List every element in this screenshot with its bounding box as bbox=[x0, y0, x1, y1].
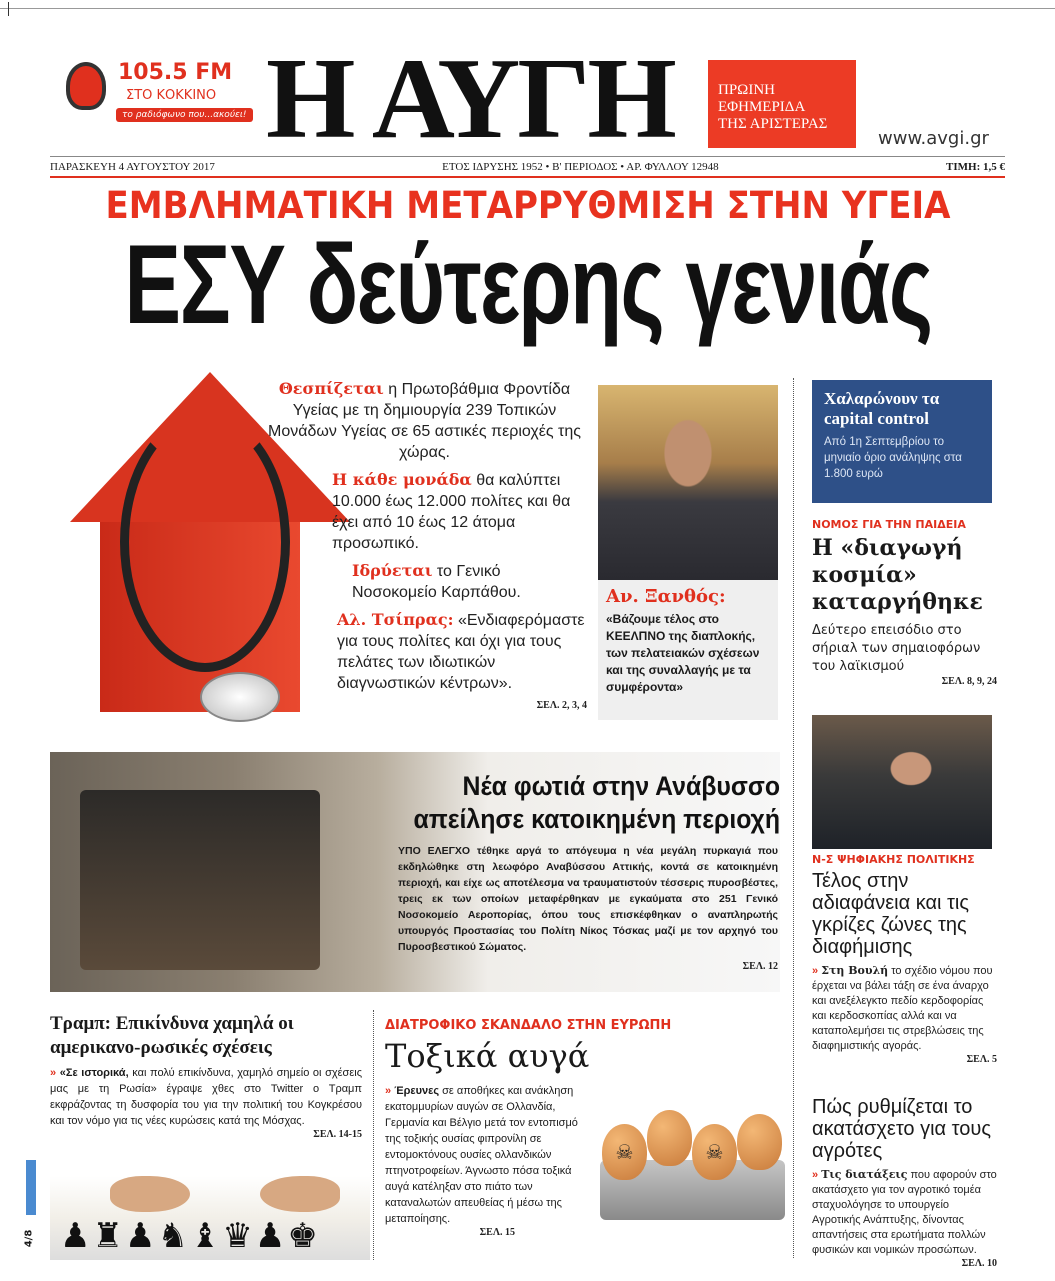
lead-para: η Πρωτοβάθμια Φροντίδα Υγείας με τη δημιουργία 239 Τοπικών Μονάδων Υγείας σε 65 αστικές περιοχές της χώρας. bbox=[268, 381, 581, 461]
chess-pieces-icon: ♟♜♟♞♝♛♟♚ bbox=[60, 1216, 320, 1256]
masthead-tagline bbox=[708, 60, 856, 148]
digital-bold: Στη Βουλή bbox=[821, 964, 889, 977]
eggs-tag: ΔΙΑΤΡΟΦΙΚΟ ΣΚΑΝΔΑΛΟ ΣΤΗΝ ΕΥΡΩΠΗ bbox=[385, 1018, 672, 1033]
lead-bold: Ιδρύεται bbox=[352, 561, 433, 580]
tagline-line: ΤΗΣ ΑΡΙΣΤΕΡΑΣ bbox=[718, 116, 828, 132]
hand-image bbox=[260, 1176, 340, 1212]
education-article[interactable] bbox=[812, 518, 997, 687]
farmers-title: Πώς ρυθμίζεται το ακατάσχετο για τους αγρότες bbox=[812, 1096, 991, 1162]
education-text: Δεύτερο επεισόδιο στο σήριαλ των σημαιοφόρων του λαϊκισμού bbox=[812, 623, 981, 674]
trump-text: και πολύ επικίνδυνα, χαμηλό σημείο οι σχέσεις μας με τη Ρωσία» έγραψε χθες στο Twitter ο Τραμπ εκφράζοντας τη δυσφορία του για την πολιτική του Κογκρέσου και τον νόμο για τις νέες κυρώσεις κατά της Μόσχας. bbox=[50, 1067, 362, 1127]
trump-bold: «Σε ιστορικά, bbox=[59, 1067, 129, 1079]
trump-article[interactable] bbox=[50, 1012, 362, 1140]
burnt-truck-image bbox=[80, 790, 320, 970]
page-ref: ΣΕΛ. 2, 3, 4 bbox=[536, 700, 587, 711]
lead-para: το Γενικό Νοσοκομείο Καρπάθου. bbox=[352, 563, 521, 601]
fire-headline[interactable] bbox=[380, 770, 780, 836]
lead-bold: Η κάθε μονάδα bbox=[332, 470, 472, 489]
issue-date: ΠΑΡΑΣΚΕΥΗ 4 ΑΥΓΟΥΣΤΟΥ 2017 bbox=[50, 161, 215, 173]
radio-frequency: 105.5 FM bbox=[118, 60, 233, 85]
skull-icon: ☠ bbox=[602, 1124, 647, 1180]
masthead-title: Η ΑΥΓΗ bbox=[266, 35, 674, 162]
pappas-photo bbox=[812, 715, 992, 849]
chevron-right-icon: » bbox=[812, 965, 819, 977]
capital-text: Από 1η Σεπτεμβρίου το μηνιαίο όριο ανάληψης στα 1.800 ευρώ bbox=[824, 436, 962, 480]
tagline-line: ΠΡΩΙΝΗ bbox=[718, 82, 775, 98]
fire-text: ΥΠΟ ΕΛΕΓΧΟ τέθηκε αργά το απόγευμα η νέα μεγάλη πυρκαγιά που εκδηλώθηκε στη λεωφόρο Αναβύσσου Αττικής, κοντά σε κατοικημένη περιοχή, και είχε ως αποτέλεσμα να τραυματιστούν τέσσερις πυροσβέστες, τρεις εκ των οποίων μεταφέρθηκαν με εγκαύματα στο 251 Γενικό Νοσοκομείο Αεροπορίας, όπου τους επισκέφθηκαν ο αναπληρωτής υπουργός Προστασίας του Πολίτη Νίκος Τόσκας μαζί με τον αρχηγό του Πυροσβεστικού Σώματος. bbox=[398, 845, 778, 953]
capital-title: Χαλαρώνουν τα capital control bbox=[824, 389, 940, 428]
egg bbox=[647, 1110, 692, 1166]
digital-article[interactable] bbox=[812, 853, 997, 1065]
page-ref: ΣΕΛ. 12 bbox=[742, 961, 778, 972]
skull-icon: ☠ bbox=[692, 1124, 737, 1180]
lead-para: θα καλύπτει 10.000 έως 12.000 πολίτες και θα έχει από 10 έως 12 άτομα προσωπικό. bbox=[332, 472, 571, 552]
fire-title-line: απείλησε κατοικημένη περιοχή bbox=[413, 804, 780, 834]
lead-bold: Θεσπίζεται bbox=[278, 379, 384, 398]
xanthos-photo bbox=[598, 385, 778, 580]
eggs-text: σε αποθήκες και ανάκληση εκατομμυρίων αυγών σε Ολλανδία, Γερμανία και Βέλγιο μετά τον εντοπισμό της τοξικής ουσίας φιπρονίλη σε εντομοκτόνους ουσίες ολλανδικών πτηνοτροφείων. Άγνωστο πόσα τοξικά αυγά κατέληξαν στο πιάτο των καταναλωτών απευθείας ή μέσω της μεταποίησης. bbox=[385, 1085, 578, 1225]
farmers-article[interactable] bbox=[812, 1092, 997, 1269]
page-ref: ΣΕΛ. 10 bbox=[961, 1258, 997, 1269]
page-ref: ΣΕΛ. 8, 9, 24 bbox=[941, 676, 997, 687]
radio-slogan: το ραδιόφωνο που...ακούει! bbox=[116, 108, 253, 122]
tagline-line: ΕΦΗΜΕΡΙΔΑ bbox=[718, 99, 806, 115]
lead-text bbox=[262, 378, 587, 711]
trump-title: Τραμπ: Επικίνδυνα χαμηλά οι αμερικανο-ρωσικές σχέσεις bbox=[50, 1013, 294, 1058]
column-divider bbox=[373, 1010, 374, 1260]
capital-control-box[interactable] bbox=[812, 380, 992, 503]
xanthos-quote bbox=[598, 580, 778, 720]
digital-tag: Ν-Σ ΨΗΦΙΑΚΗΣ ΠΟΛΙΤΙΚΗΣ bbox=[812, 853, 975, 866]
lead-bold: Αλ. Τσίπρας: bbox=[337, 610, 454, 629]
page-ref: ΣΕΛ. 15 bbox=[479, 1227, 515, 1238]
chess-image bbox=[50, 1176, 370, 1260]
issue-price: ΤΙΜΗ: 1,5 € bbox=[946, 161, 1005, 173]
chevron-right-icon: » bbox=[812, 1169, 819, 1181]
egg bbox=[737, 1114, 782, 1170]
toxic-eggs-image bbox=[600, 1110, 785, 1220]
lead-kicker: ΕΜΒΛΗΜΑΤΙΚΗ ΜΕΤΑΡΡΥΘΜΙΣΗ ΣΤΗΝ ΥΓΕΙΑ bbox=[105, 184, 950, 227]
education-tag: ΝΟΜΟΣ ΓΙΑ ΤΗΝ ΠΑΙΔΕΙΑ bbox=[812, 518, 966, 531]
crop-mark bbox=[8, 2, 20, 16]
website-link[interactable]: www.avgi.gr bbox=[878, 128, 989, 149]
page-marker: 4/8 bbox=[23, 1229, 35, 1248]
dateline bbox=[50, 156, 1005, 173]
eggs-bold: Έρευνες bbox=[394, 1085, 440, 1097]
radio-ad[interactable] bbox=[62, 58, 247, 132]
chevron-right-icon: » bbox=[50, 1067, 57, 1079]
education-title: Η «διαγωγή κοσμία» καταργήθηκε bbox=[812, 535, 983, 615]
lightbulb-icon bbox=[66, 62, 106, 110]
farmers-text: που αφορούν στο ακατάσχετο για τον αγροτικό τομέα σταχυολόγησε το υπουργείο Αγροτικής Ανάπτυξης, δίνοντας απαντήσεις στα ερωτήματα πολλών φυσικών και νομικών προσώπων. bbox=[812, 1169, 997, 1256]
eggs-title: Τοξικά αυγά bbox=[385, 1037, 590, 1075]
digital-title: Τέλος στην αδιαφάνεια και τις γκρίζες ζώνες της διαφήμισης bbox=[812, 870, 970, 958]
quote-text: «Βάζουμε τέλος στο ΚΕΕΛΠΝΟ της διαπλοκής, των πελατειακών σχέσεων και της συναλλαγής με τα συμφέροντα» bbox=[606, 612, 760, 694]
page-ref: ΣΕΛ. 14-15 bbox=[313, 1129, 362, 1140]
fire-title-line: Νέα φωτιά στην Ανάβυσσο bbox=[462, 771, 780, 801]
chevron-right-icon: » bbox=[385, 1085, 392, 1097]
column-divider bbox=[793, 378, 794, 1258]
fire-article bbox=[398, 843, 778, 972]
divider bbox=[50, 176, 1005, 178]
crop-line bbox=[0, 8, 1055, 9]
digital-text: το σχέδιο νόμου που έρχεται να βάλει τάξη σε ένα άναρχο και ανεξέλεγκτο πεδίο κερδοφορίας και κερδοσκοπίας αλλά και να καταπολεμήσει τις στρεβλώσεις της διαφημιστικής αγοράς. bbox=[812, 965, 993, 1052]
farmers-bold: Τις διατάξεις bbox=[821, 1168, 908, 1181]
lead-para: «Ενδιαφερόμαστε για τους πολίτες και όχι για τους πελάτες των ιδιωτικών διαγνωστικών κέντρων». bbox=[337, 612, 585, 692]
radio-name: ΣΤΟ ΚΟΚΚΙΝΟ bbox=[126, 88, 217, 103]
lead-headline[interactable]: ΕΣΥ δεύτερης γενιάς bbox=[123, 222, 932, 347]
color-bar bbox=[26, 1160, 36, 1215]
quote-name: Αν. Ξανθός: bbox=[606, 586, 726, 607]
hand-image bbox=[110, 1176, 190, 1212]
page-ref: ΣΕΛ. 5 bbox=[966, 1054, 997, 1065]
issue-info: ΕΤΟΣ ΙΔΡΥΣΗΣ 1952 • Β' ΠΕΡΙΟΔΟΣ • ΑΡ. ΦΥΛΛΟΥ 12948 bbox=[442, 161, 719, 173]
